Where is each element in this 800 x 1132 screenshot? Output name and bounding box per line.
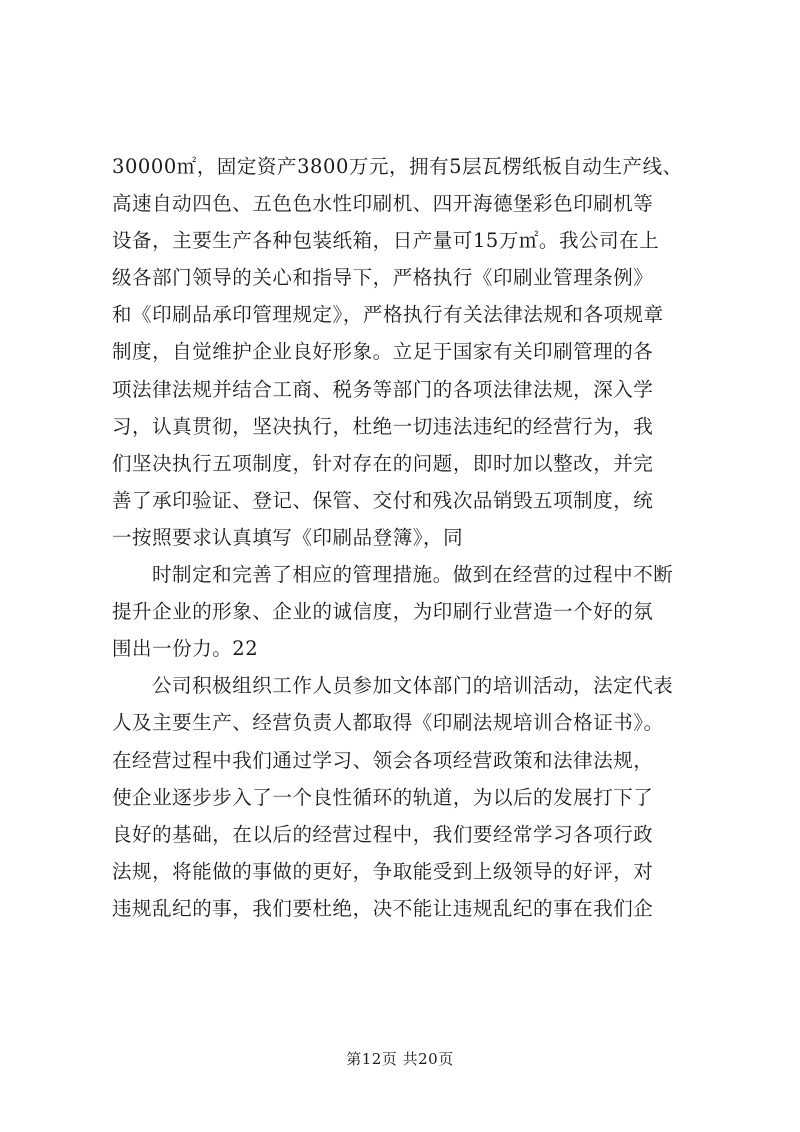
text-line: 设备，主要生产各种包装纸箱，日产量可15万㎡。我公司在上 [112,229,660,253]
text-line: 们坚决执行五项制度，针对存在的问题，即时加以整改，并完 [112,451,654,475]
text-line: 提升企业的形象、企业的诚信度，为印刷行业营造一个好的氛 [112,600,654,624]
text-line: 良好的基础，在以后的经营过程中，我们要经常学习各项行政 [112,822,654,846]
text-line: 制度，自觉维护企业良好形象。立足于国家有关印刷管理的各 [112,340,654,364]
text-line: 公司积极组织工作人员参加文体部门的培训活动，法定代表 [152,674,674,698]
text-line: 善了承印验证、登记、保管、交付和残次品销毁五项制度，统 [112,488,654,512]
paragraph-1 [112,148,696,556]
paragraph-2 [112,556,696,667]
text-line: 时制定和完善了相应的管理措施。做到在经营的过程中不断 [152,563,674,587]
text-line: 项法律法规并结合工商、税务等部门的各项法律法规，深入学 [112,377,654,401]
text-line: 违规乱纪的事，我们要杜绝，决不能让违规乱纪的事在我们企 [112,896,654,920]
text-line: 围出一份力。22 [112,637,259,661]
text-line: 30000㎡，固定资产3800万元，拥有5层瓦楞纸板自动生产线、 [112,155,683,178]
paragraph-3 [112,667,696,927]
text-line: 人及主要生产、经营负责人都取得《印刷法规培训合格证书》。 [112,711,664,735]
page-number-footer: 第12页 共20页 [346,1050,454,1068]
text-line: 一按照要求认真填写《印刷品登簿》，同 [112,525,464,549]
text-line: 习，认真贯彻，坚决执行，杜绝一切违法违纪的经营行为，我 [112,414,654,438]
text-line: 级各部门领导的关心和指导下，严格执行《印刷业管理条例》 [112,266,654,290]
text-line: 在经营过程中我们通过学习、领会各项经营政策和法律法规， [112,748,654,772]
text-line: 高速自动四色、五色色水性印刷机、四开海德堡彩色印刷机等 [112,192,654,216]
document-body [112,148,696,927]
text-line: 和《印刷品承印管理规定》，严格执行有关法律法规和各项规章 [112,303,664,327]
text-line: 使企业逐步步入了一个良性循环的轨道，为以后的发展打下了 [112,785,654,809]
text-line: 法规，将能做的事做的更好，争取能受到上级领导的好评，对 [112,859,654,883]
